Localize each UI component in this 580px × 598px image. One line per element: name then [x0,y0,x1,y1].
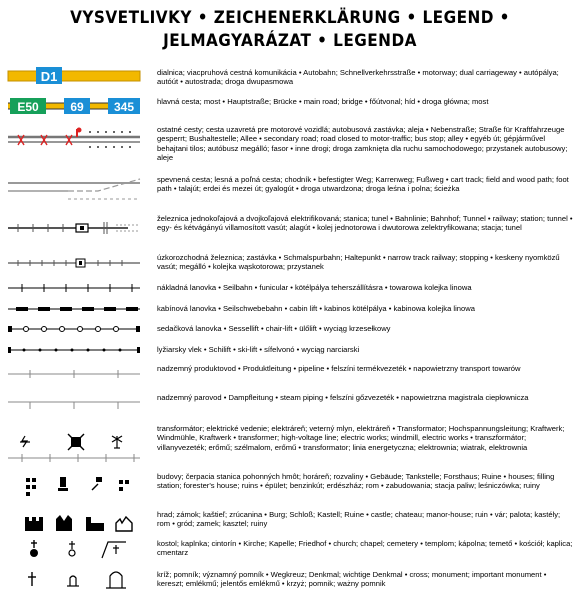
legend-text-buildings: budovy; čerpacia stanica pohonných hmôt; horáreň; rozvaliny • Gebäude; Tankstelle; Forsthaus; Ruine • houses; filling station; forester's house; ruins • épület; benzinkút; erdészház; rom • zabudowania; stacja paliw; leśniczówka; ruiny [157,472,555,491]
windmill-icon [112,436,122,448]
church-symbols [8,538,148,562]
main-road-symbol [8,96,148,118]
legend-text-narrow-track: úzkorozchodná železnica; zastávka • Schmalspurbahn; Haltepunkt • narrow track railway; stopping • keskeny nyomközű vasút; megálló • kolejka wąskotorowa; przystanek [157,253,560,272]
legend-text-pipeline: nadzemný produktovod • Produktleitung • pipeline • felszíni termékvezeték • napowietrzny transport towarów [157,364,521,373]
high-voltage-line-icon [8,454,140,462]
important-monument-icon [106,572,126,588]
ruin-icon [116,517,132,531]
legend-text-monument: kríž; pomník; významný pomník • Wegkreuz; Denkmal; wichtige Denkmal • cross; monument; important monument • kereszt; emlékmű; jelentős emlékmű • krzyż; pomnik; ważny pomnik [157,570,547,589]
route-number-label-b: 345 [113,100,135,114]
funicular-symbol [8,281,148,295]
legend-text-secondary-road: ostatné cesty; cesta uzavretá pre motorové vozidlá; autobusová zastávka; aleja • Nebenstraße; Straße für Kraftfahrzeuge gesperrt; Bushaltestelle; Allee • secondary road; road closed to motor-traffic; bus stop; alley • egyéb út; gépjárművel behajtani tilos; autóbusz megálló; fasor • inne drogi; droga zamknięta dla ruchu samochodowego; przystanek autobusowy; aleje [157,125,568,163]
chapel-icon [69,541,75,556]
filling-station-icon [58,477,68,491]
legend-text-cabin-lift: kabínová lanovka • Seilschwebebahn • cabin lift • kabinos kötélpálya • kabinowa kolejka linowa [157,304,475,313]
church-icon [30,540,38,557]
ski-lift-symbol [8,343,148,357]
power-symbols [8,424,148,472]
cemetery-icon [102,542,126,558]
pipeline-symbol [8,364,148,386]
legend-text-funicular: nákladná lanovka • Seilbahn • funicular • kötélpálya teherszállításra • towarowa kolejka linowa [157,283,472,292]
chateau-icon [56,515,72,531]
legend-text-castles: hrad; zámok; kaštieľ; zrúcanina • Burg; Schloß; Kastell; Ruine • castle; chateau; manor-house; ruin • vár; palota; kastély; rom • gród; zamek; kasztel; ruiny [157,510,561,529]
transformer-icon [20,436,30,447]
legend-text-tracks: spevnená cesta; lesná a poľná cesta; chodník • befestigter Weg; Karrenweg; Fußweg • cart track; field and wood path; foot path • talajút; erdei és mezei út; gyalogút • droga utwardzona; droga leśna i polna; ścieżka [157,175,569,194]
railway-symbol [8,214,148,242]
castle-symbols [8,509,148,537]
legend-text-motorway: dialnica; viacpruhová cestná komunikácia • Autobahn; Schnellverkehrsstraße • motorway; dual carriageway • autópálya; autóút • autostrada; droga dwupasmowa [157,68,559,87]
monument-icon [67,576,79,586]
monument-symbols [8,568,148,592]
motorway-number-label: D1 [40,69,58,84]
ruins-icon [119,480,129,491]
forester-house-icon [92,477,102,490]
legend-text-railway: železnica jednokoľajová a dvojkoľajová elektrifikovaná; stanica; tunel • Bahnlinie; Bahnhof; Tunnel • railway; station; tunnel • egy- és kétvágányú villamosított vasút; alagút • kolej jednotorowa i dwutorowa zelektryfikowana; stacja; tunel [157,214,573,233]
legend-text-ski-lift: lyžiarsky vlek • Schilift • ski-lift • sífelvonó • wyciąg narciarski [157,345,360,354]
houses-icon [26,478,36,496]
steam-piping-symbol [8,393,148,415]
legend-text-steam-piping: nadzemný parovod • Dampfleitung • steam piping • felszíni gőzvezeték • napowietrzna magistrala ciepłownicza [157,393,529,402]
legend-title-line2: JELMAGYARÁZAT • LEGENDA [163,31,417,51]
tracks-symbol [8,175,148,203]
european-route-label: E50 [17,100,39,114]
route-number-label-a: 69 [70,100,84,114]
cross-icon [28,572,36,586]
legend-text-chair-lift: sedačková lanovka • Sessellift • chair-lift • ülőlift • wyciąg krzesełkowy [157,324,391,333]
castle-icon [25,517,43,531]
legend-text-main-road: hlavná cesta; most • Hauptstraße; Brücke • main road; bridge • főútvonal; híd • droga główna; most [157,97,489,106]
secondary-road-symbol [8,125,148,155]
chair-lift-symbol [8,322,148,336]
narrow-track-symbol [8,253,148,273]
motorway-symbol [8,66,148,86]
electric-works-icon [68,434,84,450]
legend-text-church: kostol; kaplnka; cintorín • Kirche; Kapelle; Friedhof • church; chapel; cemetery • templom; kápolna; temető • kościół; kaplica; cmentarz [157,539,573,558]
legend-text-power: transformátor; elektrické vedenie; elektráreň; veterný mlyn, elektráreň • Transformator; Hochspannungsleitung; Kraftwerk; Windmühle, Kraftwerk • transformer; high-voltage line; electric works; windmill, electric works • transzformátor; villanyvezeték; erőmű; szélmalom, erőmű • transformator; linia energetyczna; elektrownia; wiatrak, elektrownia [157,424,565,452]
legend-title-line1: VYSVETLIVKY • ZEICHENERKLÄRUNG • LEGEND • [70,8,510,28]
building-symbols [8,472,148,504]
cabin-lift-symbol [8,302,148,316]
manor-house-icon [86,517,104,531]
